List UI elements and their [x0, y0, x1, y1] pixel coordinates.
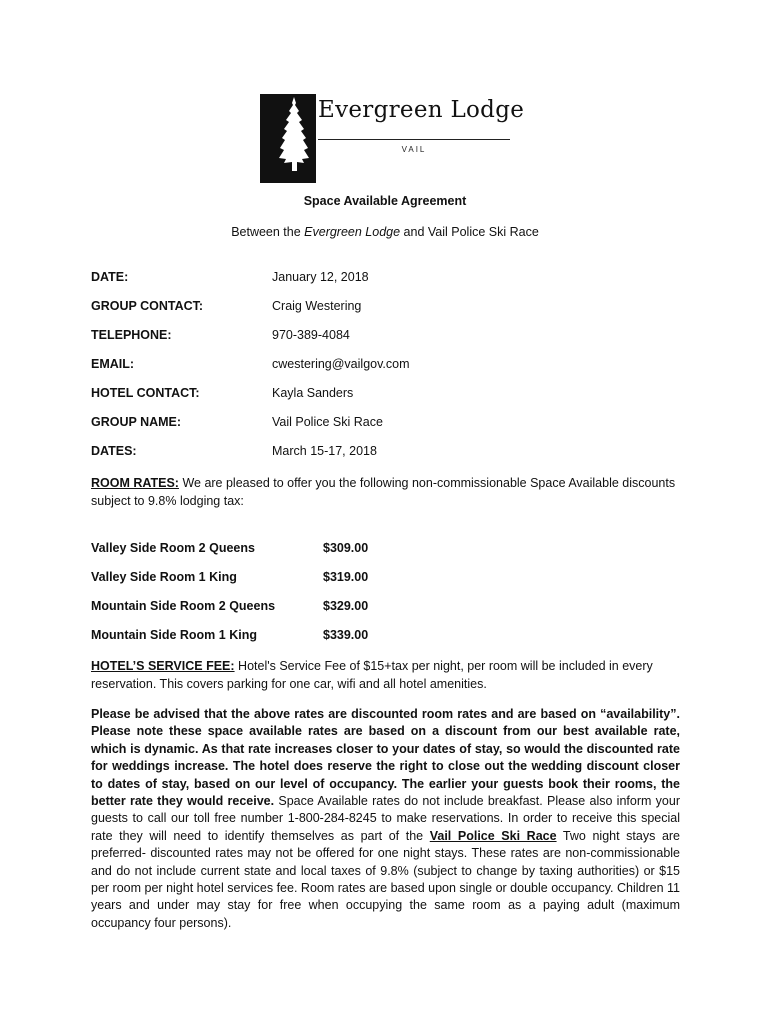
- rate-row: [91, 599, 491, 617]
- service-fee-text: Hotel's Service Fee of $15+tax per night, per room will be included in every reservation. This covers parking for one car, wifi and all hotel amenities.: [91, 659, 653, 691]
- room-rates-heading: ROOM RATES:: [91, 476, 179, 490]
- service-fee-paragraph: [91, 657, 681, 693]
- document-title: Space Available Agreement: [303, 194, 467, 208]
- field-group-name: [91, 415, 691, 433]
- field-value: January 12, 2018: [272, 270, 369, 284]
- field-value: March 15-17, 2018: [272, 444, 377, 458]
- field-value: Kayla Sanders: [272, 386, 354, 400]
- field-label: EMAIL:: [91, 357, 135, 371]
- field-label: GROUP NAME:: [91, 415, 182, 429]
- rate-price: $309.00: [323, 541, 369, 555]
- rate-row: [91, 541, 491, 559]
- rate-name: Mountain Side Room 1 King: [91, 628, 257, 642]
- room-rates-text: We are pleased to offer you the following non-commissionable Space Available discounts subject to 9.8% lodging tax:: [91, 476, 676, 508]
- field-label: TELEPHONE:: [91, 328, 172, 342]
- advisory-bold-text: Please be advised that the above rates are discounted room rates and are based on “availability”. Please note these space available rates are based on a discount from our best available rate, which is dynamic. As that rate increases closer to your dates of stay, so would the discounted rate for weddings increase. The hotel does reserve the right to close out the wedding discount closer to dates of stay, based on our level of occupancy. The earlier your guests book their rooms, the better rate they would receive.: [91, 707, 680, 809]
- field-label: DATE:: [91, 270, 129, 284]
- field-label: DATES:: [91, 444, 137, 458]
- field-group-contact: [91, 299, 691, 317]
- field-dates: [91, 444, 691, 462]
- field-telephone: [91, 328, 691, 346]
- rate-row: [91, 628, 491, 646]
- rate-name: Valley Side Room 2 Queens: [91, 541, 255, 555]
- rate-price: $319.00: [323, 570, 369, 584]
- rate-price: $329.00: [323, 599, 369, 613]
- field-value: Craig Westering: [272, 299, 362, 313]
- field-hotel-contact: [91, 386, 691, 404]
- field-value: Vail Police Ski Race: [272, 415, 383, 429]
- group-name-reference: Vail Police Ski Race: [429, 828, 557, 843]
- field-value: cwestering@vailgov.com: [272, 357, 410, 371]
- logo-divider: [318, 139, 510, 140]
- service-fee-heading: HOTEL’S SERVICE FEE:: [91, 659, 235, 673]
- evergreen-tree-icon: [260, 91, 316, 183]
- rate-row: [91, 570, 491, 588]
- field-date: [91, 270, 691, 288]
- rate-name: Valley Side Room 1 King: [91, 570, 237, 584]
- advisory-text-1: Space Available rates do not include breakfast. Please also inform your guests to call our toll free number 1-800-284-8245 to make reservations. In order to receive this special rate they will need to identify themselves as part of the: [91, 794, 680, 843]
- rate-name: Mountain Side Room 2 Queens: [91, 599, 276, 613]
- logo-city: VAIL: [401, 145, 427, 154]
- lodge-name: Evergreen Lodge: [304, 225, 401, 239]
- between-line: Between the Evergreen Lodge and Vail Police Ski Race: [231, 225, 539, 239]
- field-label: HOTEL CONTACT:: [91, 386, 200, 400]
- field-email: [91, 357, 691, 375]
- logo-name: Evergreen Lodge: [318, 97, 525, 123]
- advisory-paragraph: [91, 706, 680, 932]
- evergreen-lodge-logo: [260, 91, 525, 183]
- field-value: 970-389-4084: [272, 328, 350, 342]
- advisory-text-2: Two night stays are preferred- discounted rates may not be offered for one night stays. These rates are non-commissionable and do not include current state and local taxes of 9.8% (subject to change by taxing authorities) or $15 per room per night hotel services fee. Room rates are based upon single or double occupancy. Children 11 years and under may stay for free when occupying the same room as a paying adult (maximum occupancy four persons).: [91, 828, 681, 930]
- room-rates-paragraph: [91, 474, 681, 510]
- field-label: GROUP CONTACT:: [91, 299, 204, 313]
- rate-price: $339.00: [323, 628, 369, 642]
